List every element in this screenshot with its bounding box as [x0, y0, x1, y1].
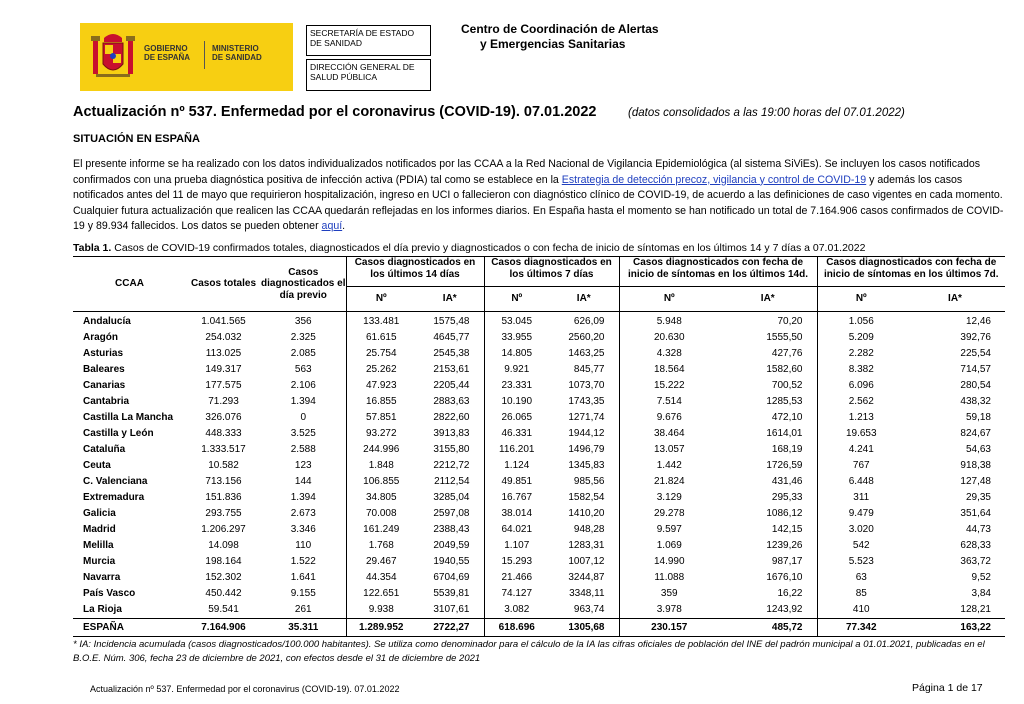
table-cell: 8.382 [817, 362, 905, 378]
table-cell: 71.293 [208, 396, 239, 407]
table-cell: 450.442 [205, 588, 242, 599]
region-name-cell: C. Valenciana [83, 476, 148, 487]
table-cell: 1575,48 [433, 316, 470, 327]
table-cell: 2.673 [290, 508, 316, 519]
table-cell: 14.098 [208, 540, 239, 551]
table-cell: 7.514 [619, 394, 719, 410]
region-name-cell: Melilla [83, 540, 114, 551]
table-cell: 918,38 [960, 460, 991, 471]
table-cell: 4.241 [817, 442, 905, 458]
table-cell: 38.464 [619, 426, 719, 442]
table-cell: 3285,04 [433, 492, 470, 503]
table-cell: 1.848 [346, 458, 416, 474]
secretaria-box: SECRETARÍA DE ESTADO DE SANIDAD [306, 25, 431, 56]
page-title: Actualización nº 537. Enfermedad por el coronavirus (COVID-19). 07.01.2022 [73, 104, 597, 120]
table-cell: 5.209 [817, 330, 905, 346]
table-cell: 963,74 [573, 604, 605, 615]
region-name-cell: Navarra [83, 572, 121, 583]
table-cell: 59,18 [965, 412, 991, 423]
table-cell: 626,09 [573, 316, 605, 327]
table-cell: 20.630 [619, 330, 719, 346]
table-cell: 2.106 [290, 380, 316, 391]
table-cell: 1.394 [290, 396, 316, 407]
table-cell: 2.562 [817, 394, 905, 410]
table-cell: 2112,54 [434, 476, 470, 487]
table-cell: 16.855 [346, 394, 416, 410]
table-cell: 177.575 [205, 380, 242, 391]
table-cell: 12,46 [965, 316, 991, 327]
table-cell: 356 [294, 316, 312, 327]
table-cell: 3913,83 [433, 428, 470, 439]
table-row [73, 362, 1005, 378]
table-row [73, 490, 1005, 506]
table-cell: 74.127 [484, 586, 549, 602]
table-cell: 700,52 [771, 380, 803, 391]
region-name-cell: Asturias [83, 348, 124, 359]
table-cell: 3.129 [619, 490, 719, 506]
table-cell: 198.164 [205, 556, 242, 567]
table-cell: 16,22 [777, 588, 803, 599]
col-header-14d: Casos diagnosticados en los últimos 14 días [346, 257, 484, 287]
table-cell: 64.021 [484, 522, 549, 538]
datos-link[interactable]: aquí [321, 220, 343, 233]
table-cell: 19.653 [817, 426, 905, 442]
table-cell: 63 [817, 570, 905, 586]
table-cell: 61.615 [346, 330, 416, 346]
table-cell: 10.190 [484, 394, 549, 410]
table-cell: 127,48 [960, 476, 991, 487]
region-name-cell: Cataluña [83, 444, 126, 455]
table-cell: 1.768 [346, 538, 416, 554]
table-row [73, 458, 1005, 474]
table-cell: 1283,31 [568, 540, 605, 551]
col-header-prev: Casos diagnosticados el día previo [261, 257, 346, 312]
region-name-cell: Andalucía [83, 316, 131, 327]
table-cell: 29.467 [346, 554, 416, 570]
col-header-sintomas-7d: Casos diagnosticados con fecha de inicio de síntomas en los últimos 7d. [817, 257, 1005, 287]
table-cell: 431,46 [771, 476, 803, 487]
table-cell: 1285,53 [766, 396, 803, 407]
table-cell: 427,76 [771, 348, 803, 359]
table-cell: 2545,38 [433, 348, 470, 359]
table-cell: 44.354 [346, 570, 416, 586]
region-name-cell: Extremadura [83, 492, 145, 503]
table-cell: 163,22 [905, 619, 1005, 637]
col-header-sintomas-14d: Casos diagnosticados con fecha de inicio de síntomas en los últimos 14d. [619, 257, 817, 287]
table-row [73, 394, 1005, 410]
table-row [73, 330, 1005, 346]
table-cell: 1940,55 [433, 556, 470, 567]
section-heading: SITUACIÓN EN ESPAÑA [73, 133, 200, 145]
table-cell: 161.249 [346, 522, 416, 538]
logo-ministerio-text: MINISTERIO DE SANIDAD [212, 44, 262, 62]
table-cell: 1.107 [484, 538, 549, 554]
table-cell: 34.805 [346, 490, 416, 506]
table-cell: 326.076 [205, 412, 242, 423]
region-name-cell: Castilla La Mancha [83, 412, 174, 423]
table-cell: 1582,54 [568, 492, 605, 503]
table-cell: 1.442 [619, 458, 719, 474]
region-name-cell: Madrid [83, 524, 116, 535]
region-name-cell: Canarias [83, 380, 126, 391]
table-cell: 293.755 [205, 508, 242, 519]
table-cell: 35.311 [261, 619, 346, 637]
table-cell: 1073,70 [568, 380, 605, 391]
table-cell: 53.045 [484, 312, 549, 331]
table-cell: 5.948 [619, 312, 719, 331]
table-row [73, 554, 1005, 570]
table-cell: 1582,60 [766, 364, 803, 375]
table-cell: 29,35 [965, 492, 991, 503]
table-cell: 3244,87 [568, 572, 605, 583]
table-cell: 29.278 [619, 506, 719, 522]
table-cell: 1743,35 [568, 396, 605, 407]
table-cell: 1944,12 [568, 428, 605, 439]
table-row [73, 474, 1005, 490]
table-cell: 70,20 [777, 316, 803, 327]
table-cell: 10.582 [208, 460, 239, 471]
table-cell: 4645,77 [433, 332, 470, 343]
table-cell: 116.201 [484, 442, 549, 458]
page-footer-left: Actualización nº 537. Enfermedad por el coronavirus (COVID-19). 07.01.2022 [90, 684, 400, 694]
table-cell: 123 [294, 460, 312, 471]
table-cell: 1410,20 [568, 508, 605, 519]
gobierno-logo [80, 23, 293, 91]
table-cell: 93.272 [346, 426, 416, 442]
table-cell: 5.523 [817, 554, 905, 570]
table-cell: 1239,26 [766, 540, 803, 551]
logo-divider [204, 41, 205, 69]
table-cell: 1676,10 [766, 572, 803, 583]
table-cell: 2.325 [290, 332, 316, 343]
subheader-n: Nº [484, 287, 549, 312]
table-cell: 244.996 [346, 442, 416, 458]
col-header-total: Casos totales [186, 257, 261, 312]
table-cell: 1305,68 [549, 619, 619, 637]
table-row [73, 570, 1005, 586]
table-cell: 1.641 [290, 572, 316, 583]
table-cell: 33.955 [484, 330, 549, 346]
table-cell: 23.331 [484, 378, 549, 394]
table-cell: 1345,83 [568, 460, 605, 471]
subheader-ia: IA* [416, 287, 484, 312]
region-name-cell: Baleares [83, 364, 125, 375]
table-cell: 14.990 [619, 554, 719, 570]
table-cell: 0 [300, 412, 307, 423]
table-cell: 280,54 [960, 380, 991, 391]
table-cell: 2822,60 [433, 412, 470, 423]
table-cell: 3.082 [484, 602, 549, 619]
table-caption: Tabla 1. Casos de COVID-19 confirmados totales, diagnosticados el día previo y diagnosticados o con fecha de inicio de síntomas en los últimos 14 y 7 días a 07.01.2022 [73, 242, 866, 254]
table-cell: 151.836 [205, 492, 242, 503]
table-cell: 472,10 [771, 412, 803, 423]
table-cell: 2722,27 [416, 619, 484, 637]
table-cell: 542 [817, 538, 905, 554]
table-cell: 1.041.565 [201, 316, 246, 327]
table-cell: 3155,80 [433, 444, 470, 455]
table-cell: 2.588 [290, 444, 316, 455]
title-note: (datos consolidados a las 19:00 horas del 07.01.2022) [628, 107, 905, 119]
table-cell: 3.020 [817, 522, 905, 538]
logo-gobierno-text: GOBIERNO DE ESPAÑA [144, 44, 191, 62]
table-cell: 142,15 [771, 524, 803, 535]
table-row [73, 410, 1005, 426]
table-cell: 714,57 [960, 364, 991, 375]
table-cell: 152.302 [205, 572, 242, 583]
table-row [73, 442, 1005, 458]
table-cell: 77.342 [817, 619, 905, 637]
table-row [73, 522, 1005, 538]
table-cell: 448.333 [205, 428, 242, 439]
table-cell: 351,64 [960, 508, 991, 519]
ccaes-heading: Centro de Coordinación de Alertas y Emergencias Sanitarias [461, 22, 659, 51]
table-cell: 106.855 [346, 474, 416, 490]
table-cell: 1.289.952 [346, 619, 416, 637]
region-name-cell: ESPAÑA [73, 619, 186, 637]
table-cell: 1243,92 [766, 604, 803, 615]
table-row [73, 378, 1005, 394]
table-cell: 628,33 [960, 540, 991, 551]
col-header-7d: Casos diagnosticados en los últimos 7 días [484, 257, 619, 287]
table-cell: 2.085 [290, 348, 316, 359]
table-cell: 46.331 [484, 426, 549, 442]
table-cell: 6.096 [817, 378, 905, 394]
table-cell: 21.824 [619, 474, 719, 490]
table-cell: 3.978 [619, 602, 719, 619]
table-cell: 16.767 [484, 490, 549, 506]
table-total-row [73, 619, 1005, 637]
table-cell: 1.056 [817, 312, 905, 331]
table-cell: 2388,43 [433, 524, 470, 535]
table-cell: 1.206.297 [201, 524, 246, 535]
table-cell: 21.466 [484, 570, 549, 586]
table-cell: 9.479 [817, 506, 905, 522]
table-cell: 485,72 [719, 619, 817, 637]
table-cell: 144 [294, 476, 312, 487]
table-cell: 7.164.906 [186, 619, 261, 637]
table-row [73, 346, 1005, 362]
table-cell: 1.333.517 [201, 444, 246, 455]
table-cell: 1.213 [817, 410, 905, 426]
table-cell: 2153,61 [433, 364, 470, 375]
estrategia-link[interactable]: Estrategia de detección precoz, vigilancia y control de COVID-19 [561, 173, 867, 186]
table-cell: 1614,01 [766, 428, 803, 439]
table-cell: 985,56 [573, 476, 605, 487]
subheader-ia: IA* [549, 287, 619, 312]
region-name-cell: Galicia [83, 508, 116, 519]
table-cell: 410 [817, 602, 905, 619]
table-cell: 9.921 [484, 362, 549, 378]
table-cell: 70.008 [346, 506, 416, 522]
table-row [73, 312, 1005, 331]
table-cell: 2212,72 [433, 460, 470, 471]
table-cell: 230.157 [619, 619, 719, 637]
table-cell: 59.541 [208, 604, 239, 615]
subheader-n: Nº [346, 287, 416, 312]
table-cell: 49.851 [484, 474, 549, 490]
table-cell: 438,32 [960, 396, 991, 407]
table-cell: 6.448 [817, 474, 905, 490]
table-cell: 168,19 [771, 444, 803, 455]
region-name-cell: País Vasco [83, 588, 136, 599]
table-cell: 6704,69 [433, 572, 470, 583]
region-name-cell: Castilla y León [83, 428, 154, 439]
table-cell: 9.155 [290, 588, 316, 599]
table-cell: 9.676 [619, 410, 719, 426]
table-cell: 3.525 [290, 428, 316, 439]
table-cell: 4.328 [619, 346, 719, 362]
table-footnote: * IA: Incidencia acumulada (casos diagnosticados/100.000 habitantes). Se utiliza como denominador para el cálculo de la IA las cifras oficiales de población del INE del padrón municipal a 01.01.2021, publicadas en el B.O.E. Núm. 306, fecha 23 de diciembre de 2021, con efectos desde el 31 de diciembre de 2021 [73, 639, 985, 664]
table-row [73, 538, 1005, 554]
table-cell: 9.938 [346, 602, 416, 619]
table-cell: 563 [294, 364, 312, 375]
table-cell: 1463,25 [568, 348, 605, 359]
table-cell: 149.317 [205, 364, 242, 375]
table-cell: 261 [294, 604, 312, 615]
table-cell: 110 [295, 540, 312, 551]
table-cell: 128,21 [960, 604, 991, 615]
table-cell: 1.069 [619, 538, 719, 554]
table-cell: 57.851 [346, 410, 416, 426]
region-name-cell: Ceuta [83, 460, 111, 471]
table-cell: 122.651 [346, 586, 416, 602]
table-cell: 18.564 [619, 362, 719, 378]
table-cell: 987,17 [771, 556, 803, 567]
table-cell: 15.293 [484, 554, 549, 570]
col-header-ccaa: CCAA [73, 257, 186, 312]
table-cell: 2205,44 [433, 380, 470, 391]
table-cell: 1271,74 [568, 412, 605, 423]
table-cell: 14.805 [484, 346, 549, 362]
table-cell: 38.014 [484, 506, 549, 522]
table-cell: 1.394 [290, 492, 316, 503]
direccion-box: DIRECCIÓN GENERAL DE SALUD PÚBLICA [306, 59, 431, 91]
subheader-ia: IA* [905, 287, 1005, 312]
table-cell: 3,84 [971, 588, 991, 599]
subheader-n: Nº [817, 287, 905, 312]
table-cell: 1555,50 [766, 332, 803, 343]
table-cell: 113.025 [205, 348, 242, 359]
table-cell: 1.522 [290, 556, 316, 567]
table-cell: 54,63 [965, 444, 991, 455]
table-cell: 2883,63 [433, 396, 470, 407]
intro-paragraph: El presente informe se ha realizado con los datos individualizados notificados por las CCAA a la Red Nacional de Vigilancia Epidemiológica (al sistema SiViEs). Se incluyen los casos notificados confirmados con una prueba diagnóstica positiva de infección activa (PDIA) tal como se establece en la Estrategia de detección precoz, vigilancia y control de COVID-19 y además los casos notificados antes del 11 de mayo que requirieron hospitalización, ingreso en UCI o fallecieron con diagnóstico clínico de COVID-19, de acuerdo a las definiciones de caso vigentes en cada momento. Cualquier futura actualización que realicen las CCAA quedarán reflejadas en los informes diarios. En España hasta el momento se han notificado un total de 7.164.906 casos confirmados de COVID-19 y 89.934 fallecidos. Los datos se pueden obtener aquí. [73, 158, 1004, 233]
table-cell: 295,33 [771, 492, 803, 503]
table-cell: 26.065 [484, 410, 549, 426]
table-cell: 618.696 [484, 619, 549, 637]
table-cell: 9.597 [619, 522, 719, 538]
table-cell: 767 [817, 458, 905, 474]
table-cell: 9,52 [971, 572, 991, 583]
subheader-n: Nº [619, 287, 719, 312]
coat-of-arms-icon [90, 30, 136, 84]
table-cell: 15.222 [619, 378, 719, 394]
table-row [73, 602, 1005, 619]
table-cell: 3.346 [290, 524, 316, 535]
table-cell: 5539,81 [433, 588, 470, 599]
subheader-ia: IA* [719, 287, 817, 312]
table-cell: 1.124 [484, 458, 549, 474]
table-cell: 1496,79 [568, 444, 605, 455]
table-cell: 392,76 [960, 332, 991, 343]
table-cell: 25.262 [346, 362, 416, 378]
region-name-cell: Murcia [83, 556, 116, 567]
page-number: Página 1 de 17 [912, 682, 983, 694]
table-cell: 2560,20 [568, 332, 605, 343]
table-cell: 1726,59 [766, 460, 803, 471]
table-cell: 2.282 [817, 346, 905, 362]
table-row [73, 506, 1005, 522]
table-cell: 2049,59 [433, 540, 470, 551]
table-cell: 845,77 [573, 364, 605, 375]
table-cell: 824,67 [960, 428, 991, 439]
table-row [73, 426, 1005, 442]
table-cell: 47.923 [346, 378, 416, 394]
table-cell: 948,28 [573, 524, 605, 535]
table-row [73, 586, 1005, 602]
table-cell: 44,73 [965, 524, 991, 535]
table-cell: 1007,12 [568, 556, 605, 567]
table-cell: 311 [817, 490, 905, 506]
region-name-cell: La Rioja [83, 604, 122, 615]
table-cell: 133.481 [346, 312, 416, 331]
table-cell: 359 [619, 586, 719, 602]
table-cell: 2597,08 [433, 508, 470, 519]
table-cell: 13.057 [619, 442, 719, 458]
covid-cases-table [73, 256, 1005, 637]
table-cell: 713.156 [205, 476, 242, 487]
table-cell: 85 [817, 586, 905, 602]
region-name-cell: Cantabria [83, 396, 130, 407]
table-cell: 1086,12 [766, 508, 803, 519]
table-cell: 3107,61 [433, 604, 470, 615]
table-cell: 225,54 [960, 348, 991, 359]
table-cell: 11.088 [619, 570, 719, 586]
region-name-cell: Aragón [83, 332, 118, 343]
table-cell: 3348,11 [569, 588, 605, 599]
table-cell: 254.032 [205, 332, 242, 343]
table-cell: 363,72 [960, 556, 991, 567]
table-cell: 25.754 [346, 346, 416, 362]
